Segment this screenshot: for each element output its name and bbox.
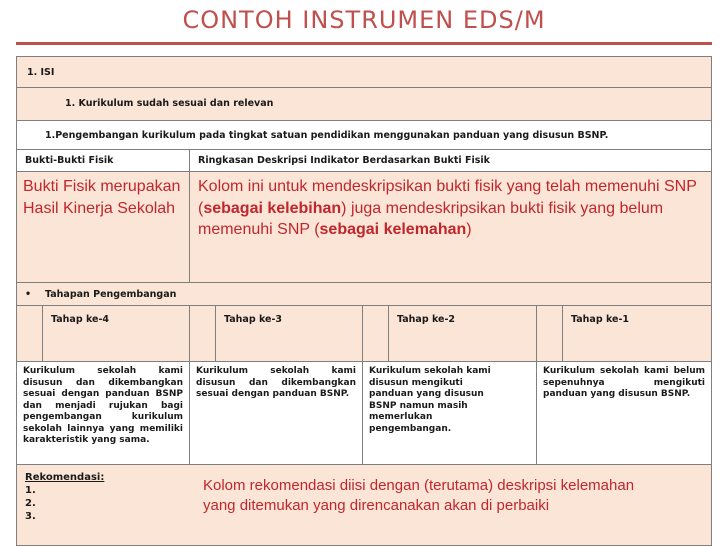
stage-spacer-1	[16, 305, 43, 362]
stage-spacer-4	[536, 305, 563, 362]
stage-header-3-label: Tahap ke-3	[224, 314, 283, 325]
row-kurikulum	[16, 87, 712, 121]
stage-desc-3	[189, 361, 363, 465]
deskripsi-text: Kolom ini untuk mendeskripsikan bukti fisik yang telah memenuhi SNP (sebagai kelebihan) juga mendeskripsikan bukti fisik yang belum memenuhi SNP (sebagai kelemahan)	[198, 178, 697, 239]
stage-header-3	[215, 305, 363, 362]
row-isi	[16, 56, 712, 88]
stage-spacer-2	[189, 305, 216, 362]
stage-desc-4	[16, 361, 190, 465]
title-underline	[16, 42, 712, 45]
row-pengembangan-label: 1.Pengembangan kurikulum pada tingkat satuan pendidikan menggunakan panduan yang disusun BSNP.	[45, 130, 609, 141]
row-isi-label: 1. ISI	[27, 67, 55, 78]
stage-desc-1-text: Kurikulum sekolah kami belum sepenuhnya mengikuti panduan yang disusun BSNP.	[543, 366, 705, 400]
slide-title: CONTOH INSTRUMEN EDS/M	[182, 6, 546, 34]
row-tahapan-label: Tahapan Pengembangan	[45, 289, 177, 300]
header-bukti-fisik	[16, 149, 190, 172]
rekomendasi-item-1: 1.	[25, 485, 36, 496]
bukti-fisik-cell	[16, 171, 190, 283]
stage-header-4-label: Tahap ke-4	[51, 314, 110, 325]
row-tahapan	[16, 282, 712, 306]
rekomendasi-item-2: 2.	[25, 498, 36, 509]
header-ringkasan-label: Ringkasan Deskripsi Indikator Berdasarkan Bukti Fisik	[198, 155, 490, 166]
stage-header-1-label: Tahap ke-1	[571, 314, 630, 325]
stage-header-4	[42, 305, 190, 362]
header-bukti-fisik-label: Bukti-Bukti Fisik	[25, 155, 114, 166]
row-kurikulum-label: 1. Kurikulum sudah sesuai dan relevan	[65, 98, 274, 109]
bullet-icon: •	[25, 289, 32, 300]
stage-desc-4-text: Kurikulum sekolah kami disusun dan dikembangkan sesuai dengan panduan BSNP dan menjadi rujukan bagi pengembangan kurikulum sekolah lainnya yang memiliki karakteristik yang sama.	[23, 366, 183, 446]
stage-desc-1	[536, 361, 712, 465]
kelemahan-emphasis: sebagai kelemahan	[319, 221, 467, 239]
stage-spacer-3	[362, 305, 389, 362]
bukti-fisik-text: Bukti Fisik merupakan Hasil Kinerja Sekolah	[23, 178, 181, 217]
rekomendasi-item-3: 3.	[25, 511, 36, 522]
row-pengembangan	[16, 120, 712, 150]
rekomendasi-label: Rekomendasi:	[25, 472, 105, 483]
stage-desc-2	[362, 361, 537, 465]
stage-desc-2-text: Kurikulum sekolah kami disusun mengikuti panduan yang disusun BSNP namun masih memerlukan pengembangan.	[369, 366, 491, 434]
stage-header-2	[388, 305, 537, 362]
rekomendasi-note: Kolom rekomendasi diisi dengan (terutama) deskripsi kelemahan yang ditemukan yang direncanakan akan di perbaiki	[203, 477, 635, 514]
deskripsi-cell	[189, 171, 712, 283]
stage-header-1	[562, 305, 712, 362]
stage-header-2-label: Tahap ke-2	[397, 314, 456, 325]
kelebihan-emphasis: sebagai kelebihan	[203, 199, 342, 217]
header-ringkasan	[189, 149, 712, 172]
stage-desc-3-text: Kurikulum sekolah kami disusun dan dikembangkan sesuai dengan panduan BSNP.	[196, 366, 356, 400]
